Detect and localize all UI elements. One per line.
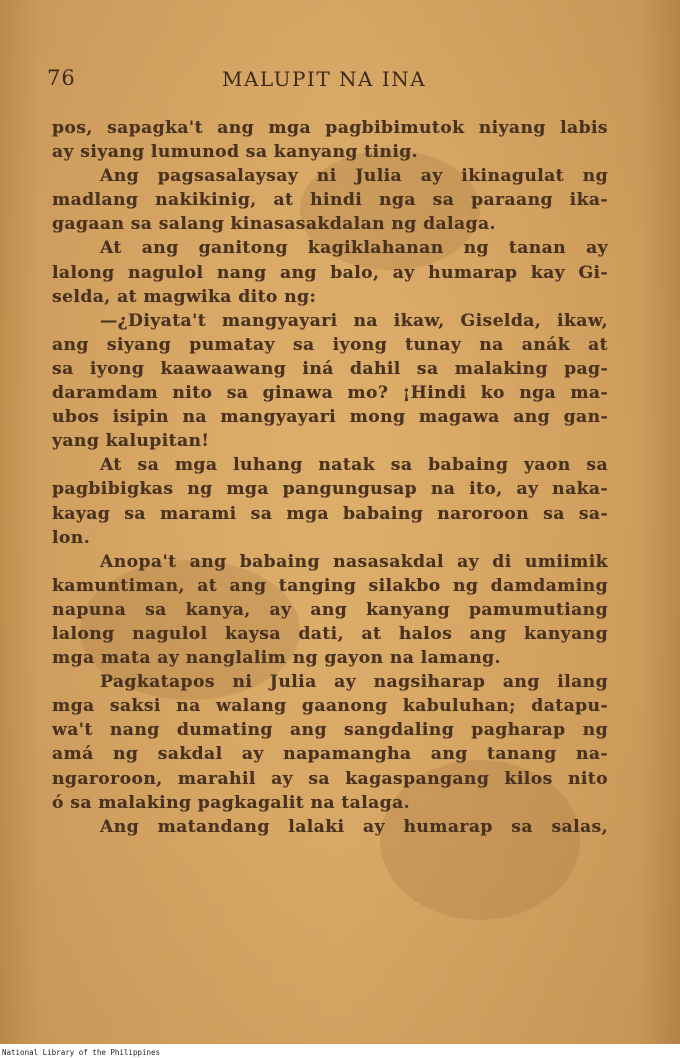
text-line: ang siyang pumatay sa iyong tunay na anák at	[52, 334, 608, 355]
text-line: Anopa't ang babaing nasasakdal ay di umiimik	[100, 551, 608, 572]
text-line: kamuntiman, at ang tanging silakbo ng damdaming	[52, 575, 608, 596]
page-header	[47, 66, 607, 96]
text-line: wa't nang dumating ang sangdaling pagharap ng	[52, 720, 608, 741]
text-line: At sa mga luhang natak sa babaing yaon sa	[100, 455, 608, 476]
text-line: —¿Diyata't mangyayari na ikaw, Giselda, ikaw,	[100, 310, 608, 331]
text-line: Ang pagsasalaysay ni Julia ay ikinagulat ng	[100, 166, 608, 187]
text-line: At ang ganitong kagiklahanan ng tanan ay	[100, 238, 608, 259]
text-line: amá ng sakdal ay napamangha ang tanang na-	[52, 744, 608, 765]
text-line: daramdam nito sa ginawa mo? ¡Hindi ko nga ma-	[52, 383, 608, 404]
text-line: mga saksi na walang gaanong kabuluhan; datapu-	[52, 696, 608, 717]
text-line: pos, sapagka't ang mga pagbibimutok niyang labis	[52, 118, 608, 138]
body-text	[52, 116, 608, 839]
running-title: MALUPIT NA INA	[222, 67, 427, 91]
text-line: selda, at magwika dito ng:	[52, 286, 317, 307]
page-number: 76	[47, 66, 76, 90]
text-line: napuna sa kanya, ay ang kanyang pamumutiang	[52, 599, 608, 620]
text-line: yang kalupitan!	[52, 431, 210, 452]
text-line: ó sa malaking pagkagalit na talaga.	[52, 792, 411, 813]
text-line: Ang matandang lalaki ay humarap sa salas,	[100, 816, 608, 837]
text-line: lalong nagulol kaysa dati, at halos ang kanyang	[52, 623, 608, 644]
text-line: ubos isipin na mangyayari mong magawa ang gan-	[52, 407, 608, 428]
library-credit: National Library of the Philippines	[2, 1047, 680, 1058]
text-line: lon.	[52, 527, 91, 548]
text-line: lalong nagulol nang ang balo, ay humarap kay Gi-	[52, 262, 608, 283]
text-line: ay siyang lumunod sa kanyang tinig.	[52, 142, 419, 163]
text-line: kayag sa marami sa mga babaing naroroon sa sa-	[52, 503, 608, 524]
text-line: Pagkatapos ni Julia ay nagsiharap ang ilang	[100, 672, 608, 693]
text-line: sa iyong kaawaawang iná dahil sa malaking pag-	[52, 358, 608, 379]
text-line: pagbibigkas ng mga pangungusap na ito, ay naka-	[52, 479, 608, 500]
text-line: madlang nakikinig, at hindi nga sa paraang ika-	[52, 190, 608, 211]
text-line: gagaan sa salang kinasasakdalan ng dalaga.	[52, 214, 496, 235]
text-line: mga mata ay nanglalim ng gayon na lamang.	[52, 648, 501, 669]
text-line: ngaroroon, marahil ay sa kagaspangang kilos nito	[52, 768, 608, 789]
